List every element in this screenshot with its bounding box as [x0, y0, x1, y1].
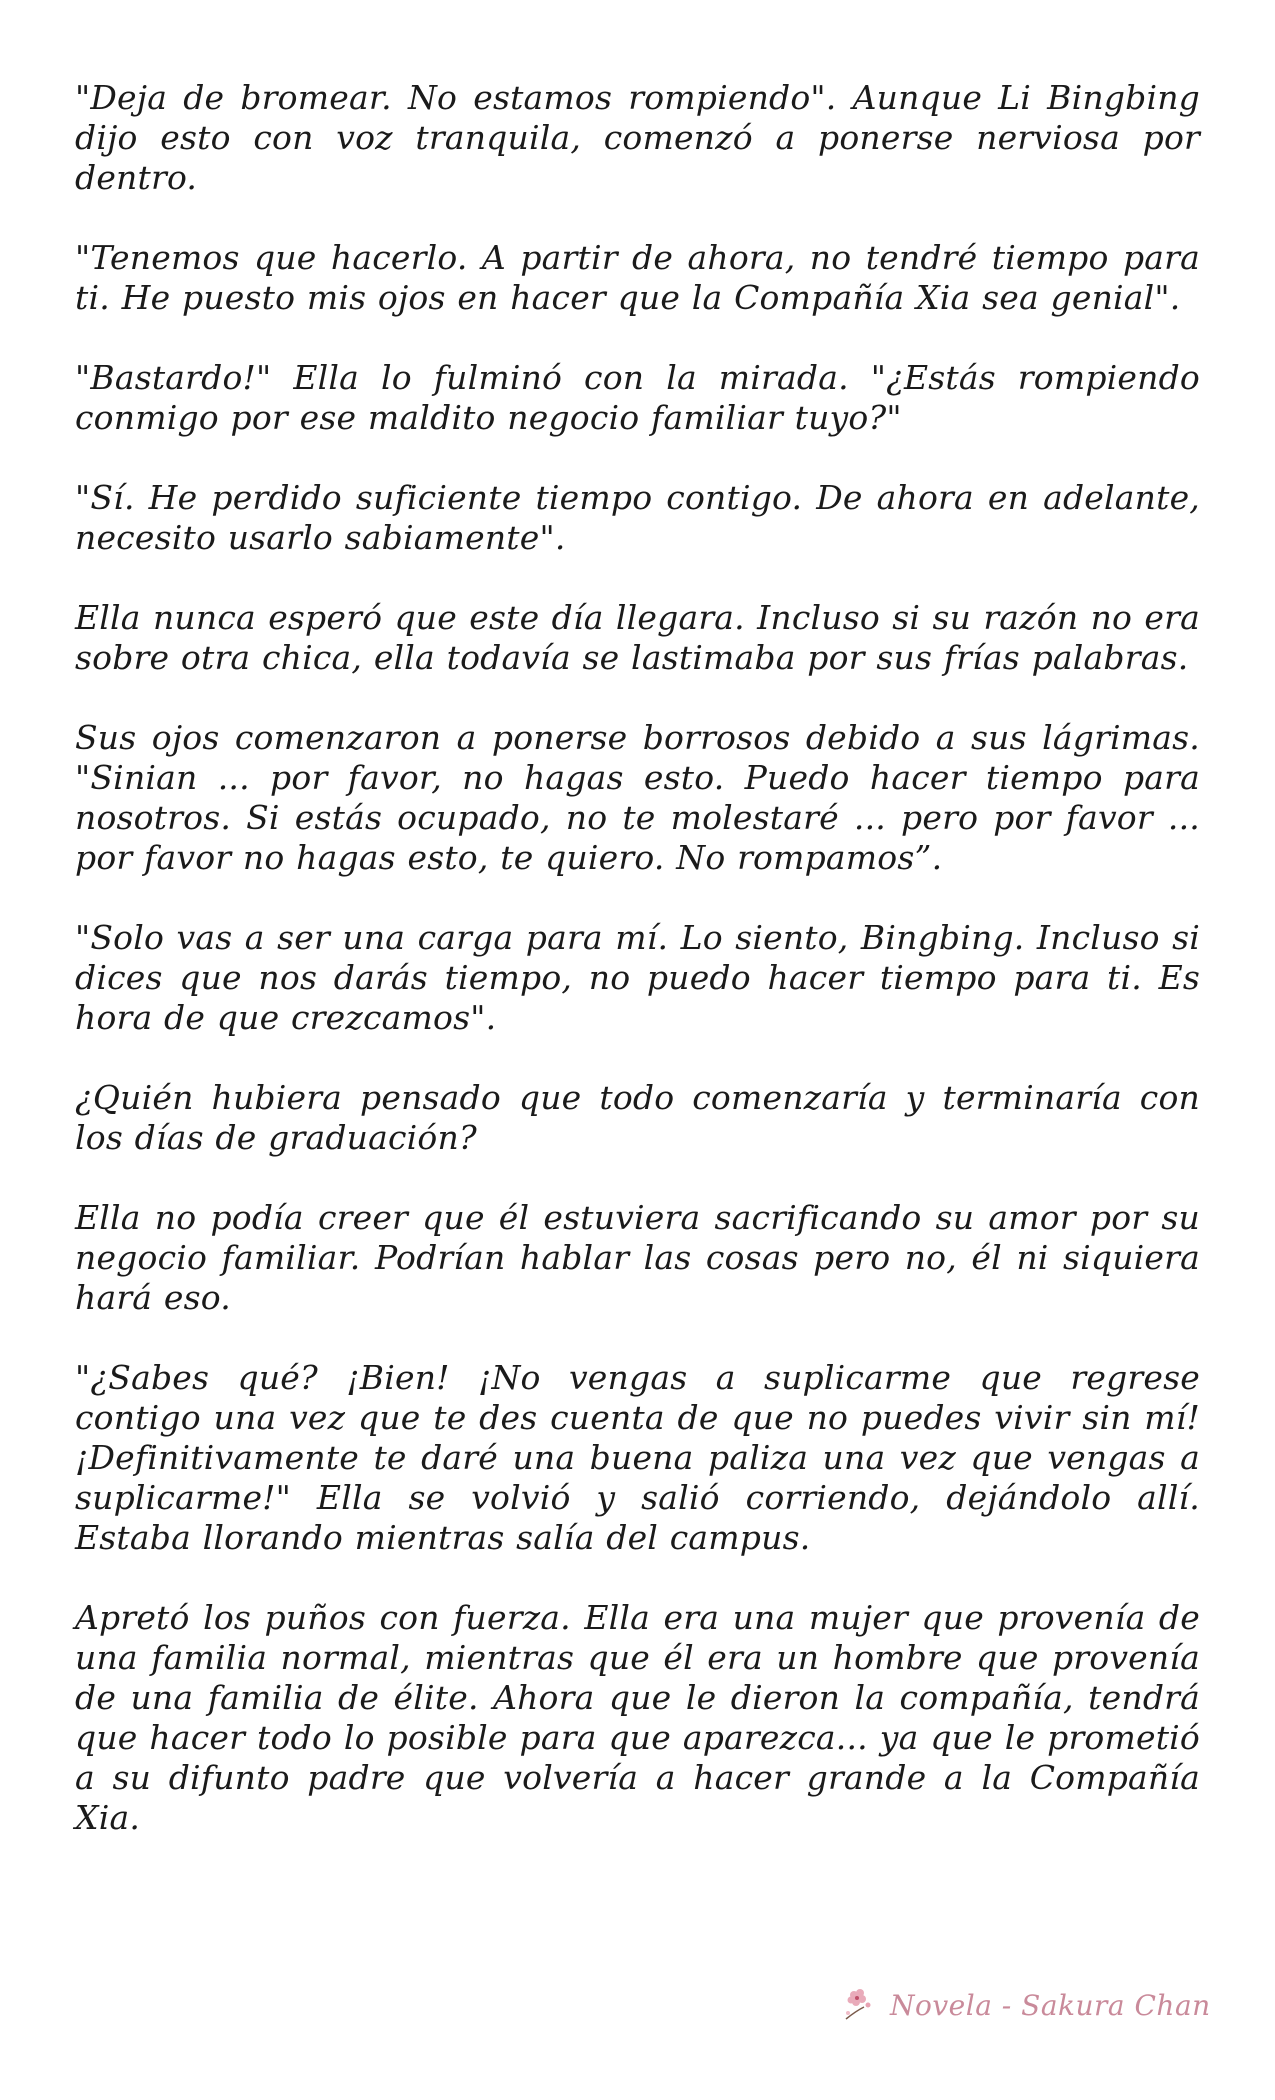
paragraph: Sus ojos comenzaron a ponerse borrosos debido a sus lágrimas. "Sinian ... por favor, no hagas esto. Puedo hacer tiempo para nosotros. Si estás ocupado, no te molestaré ... pero por favor ... por favor no hagas esto, te quiero. No rompamos”. [75, 718, 1200, 877]
paragraph: Ella nunca esperó que este día llegara. Incluso si su razón no era sobre otra chica, ella todavía se lastimaba por sus frías palabras. [75, 598, 1200, 677]
paragraph: ¿Quién hubiera pensado que todo comenzaría y terminaría con los días de graduación? [75, 1078, 1200, 1157]
paragraph: "Sí. He perdido suficiente tiempo contigo. De ahora en adelante, necesito usarlo sabiamente". [75, 478, 1200, 557]
sakura-flower-icon [840, 1983, 884, 2027]
paragraph: "Deja de bromear. No estamos rompiendo". Aunque Li Bingbing dijo esto con voz tranquila, comenzó a ponerse nerviosa por dentro. [75, 78, 1200, 197]
paragraph: "¿Sabes qué? ¡Bien! ¡No vengas a suplicarme que regrese contigo una vez que te des cuenta de que no puedes vivir sin mí! ¡Definitivamente te daré una buena paliza una vez que vengas a suplicarme!" Ella se volvió y salió corriendo, dejándolo allí. Estaba llorando mientras salía del campus. [75, 1358, 1200, 1557]
paragraph: "Solo vas a ser una carga para mí. Lo siento, Bingbing. Incluso si dices que nos darás tiempo, no puedo hacer tiempo para ti. Es hora de que crezcamos". [75, 918, 1200, 1037]
watermark [840, 1980, 1211, 2030]
paragraph: Ella no podía creer que él estuviera sacrificando su amor por su negocio familiar. Podrían hablar las cosas pero no, él ni siquiera hará eso. [75, 1198, 1200, 1317]
paragraph: "Tenemos que hacerlo. A partir de ahora, no tendré tiempo para ti. He puesto mis ojos en hacer que la Compañía Xia sea genial". [75, 238, 1200, 317]
document-body [75, 78, 1200, 1878]
paragraph: "Bastardo!" Ella lo fulminó con la mirada. "¿Estás rompiendo conmigo por ese maldito negocio familiar tuyo?" [75, 358, 1200, 437]
paragraph: Apretó los puños con fuerza. Ella era una mujer que provenía de una familia normal, mientras que él era un hombre que provenía de una familia de élite. Ahora que le dieron la compañía, tendrá que hacer todo lo posible para que aparezca... ya que le prometió a su difunto padre que volvería a hacer grande a la Compañía Xia. [75, 1598, 1200, 1837]
watermark-text: Novela - Sakura Chan [890, 1988, 1211, 2022]
